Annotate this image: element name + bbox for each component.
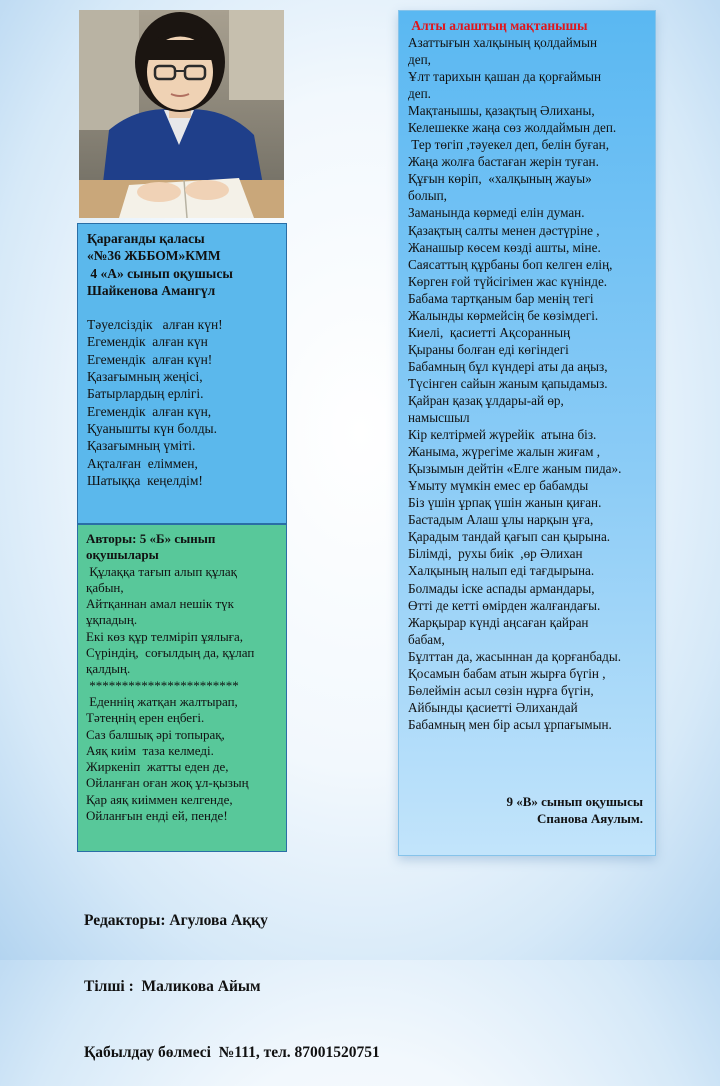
author-header-line: 4 «А» сынып оқушысы [87,265,233,281]
poem-line: Көрген ғой түйсігімен жас күнінде. [408,273,608,289]
author-header-line: Қарағанды қаласы [87,231,205,246]
poem-line: Бөлеймін асыл сөзін нұрға бүгін, [408,682,594,698]
poem-body [408,34,651,733]
poem-line: бабам, [408,631,445,647]
poem-line: болып, [408,188,447,204]
poem-line: Шатыққа кеңелдім! [87,472,203,488]
poem-line: намысшыл [408,410,470,426]
poem-line: Сүріндің, соғылдың да, құлап [86,645,255,661]
poem-line: Құғын көріп, «халқының жауы» [408,171,592,187]
poem-line: Тәуелсіздік алған күн! [87,317,223,333]
poem-line: Ұлт тарихын қашан да қорғаймын [408,69,602,85]
poem-line: Азаттығын халқының қолдаймын [408,35,598,50]
poem-line: Өтті де кетті өмірден жалғандағы. [408,597,601,613]
poem-line: Біз үшін ұрпақ үшін жанын қиған. [408,495,602,511]
poem-line: Ұмыту мүмкін емес ер бабамды [408,478,589,494]
poem-line: Бабама тартқаным бар менің тегі [408,290,594,306]
poem-line: Киелі, қасиетті Ақсоранның [408,324,571,340]
poem-line: Қыраны болған еді көгіндегі [408,341,569,357]
poem-line: Түсінген сайын жаным қапыдамыз. [408,375,608,391]
poem-line: Бабамның мен бір асыл ұрпағымын. [408,716,612,732]
student-photo-icon [79,10,284,218]
alash-poem-box [398,10,656,856]
poem-line: Ойланған оған жоқ ұл-қызың [86,775,249,791]
poem-line: Еденнің жатқан жалтырап, [86,693,238,709]
poem-line: Аяқ киім таза келмеді. [86,742,214,758]
poem-line: ұқпадың. [86,612,138,628]
poem-line: Ақталған еліммен, [87,455,198,471]
poem-line: Айбынды қасиетті Әлихандай [408,699,578,715]
poem-line: Қазағымның жеңісі, [87,369,203,385]
poem-line: Қуанышты күн болды. [87,420,218,436]
poem-line: Қарадым тандай қағып сан қырына. [408,529,611,545]
student-photo [79,10,284,218]
poem-line: Қайран қазақ ұлдары-ай өр, [408,392,564,408]
poem-line: Келешекке жаңа сөз жолдаймын деп. [408,120,617,136]
poem-line: Саз балшық әрі топырақ, [86,726,225,742]
class-header-line: Авторы: 5 «Б» сынып [86,531,216,546]
poem-line: Егемендік алған күн, [87,403,212,419]
poem-line: Ойланғын енді ей, пенде! [86,808,228,824]
poem-line: Жарқырар күнді аңсаған қайран [408,614,589,630]
poem-line: Құлаққа тағып алып құлақ [86,563,237,579]
class-header-line: оқушылары [86,547,159,563]
poem-line: Білімді, рухы биік ,өр Әлихан [408,546,583,562]
poem-line: Батырлардың ерлігі. [87,386,204,402]
poem-line: деп, [408,52,431,68]
editorial-footer [84,866,380,1086]
author-info-box [77,223,287,524]
poem-line: Қар аяқ киіммен келгенде, [86,791,233,807]
poem-line: Халқының налып еді тағдырына. [408,563,595,579]
poem-line: Бұлттан да, жасыннан да қорғанбады. [408,648,622,664]
poem-line: Қазақтың салты менен дәстүріне , [408,222,600,238]
poem-line: деп. [408,86,431,102]
poem-line: Қосамын бабам атын жырға бүгін , [408,665,606,681]
poem-line: Егемендік алған күн [87,334,208,350]
poem-line: Тер төгіп ,тәуекел деп, белін буған, [408,137,609,153]
poem-line: Жиркеніп жатты еден де, [86,759,229,775]
footer-contact: Қабылдау бөлмесі №111, тел. 87001520751 [84,1044,380,1061]
footer-editor: Редакторы: Агулова Аққу [84,912,268,929]
poem-line: Айтқаннан амал нешік түк [86,596,234,612]
class-poem-box [77,524,287,852]
poem-line: Мақтанышы, қазақтың Әлиханы, [408,103,595,119]
poem-line: Жанашыр көсем көзді ашты, міне. [408,239,601,255]
poem-line: Саясаттың құрбаны боп келген елің, [408,256,613,272]
poem-signature-name: Спанова Аяулым. [537,811,643,826]
poem-line: Жаңа жолға бастаған жерін туған. [408,154,599,170]
poem-line: Заманында көрмеді елін думан. [408,205,585,221]
poem-line: қабын, [86,579,124,595]
poem-line: Қызымын дейтін «Елге жаным пида». [408,461,622,477]
footer-reporter: Тілші : Маликова Айым [84,978,261,995]
poem-line: Қазағымның үміті. [87,438,196,454]
poem-line: Тәтеңнің ерен еңбегі. [86,710,205,726]
poem-line: Бастадым Алаш ұлы нарқын ұға, [408,512,594,528]
poem-line: Жанымa, жүрегіме жалын жиғам , [408,444,601,460]
author-header-line: Шайкенова Амангүл [87,282,216,298]
poem-signature-class: 9 «В» сынып оқушысы [506,794,643,809]
poem-line: Егемендік алған күн! [87,351,213,367]
poem-line: Болмады іске аспады армандары, [408,580,595,596]
author-header-line: «№36 ЖББОМ»КММ [87,248,221,264]
poem-line: Жалынды көрмейсің бе көзімдегі. [408,307,599,323]
poem-title: Алты алаштың мақтанышы [408,18,588,33]
poem-line: Екі көз құр телміріп ұялыға, [86,628,244,644]
poem-line: Бабамның бұл күндері аты да аңыз, [408,358,608,374]
poem-line: Кір келтірмей жүрейік атына біз. [408,427,597,443]
separator-line: *********************** [86,677,239,693]
poem-line: қалдың. [86,661,131,677]
